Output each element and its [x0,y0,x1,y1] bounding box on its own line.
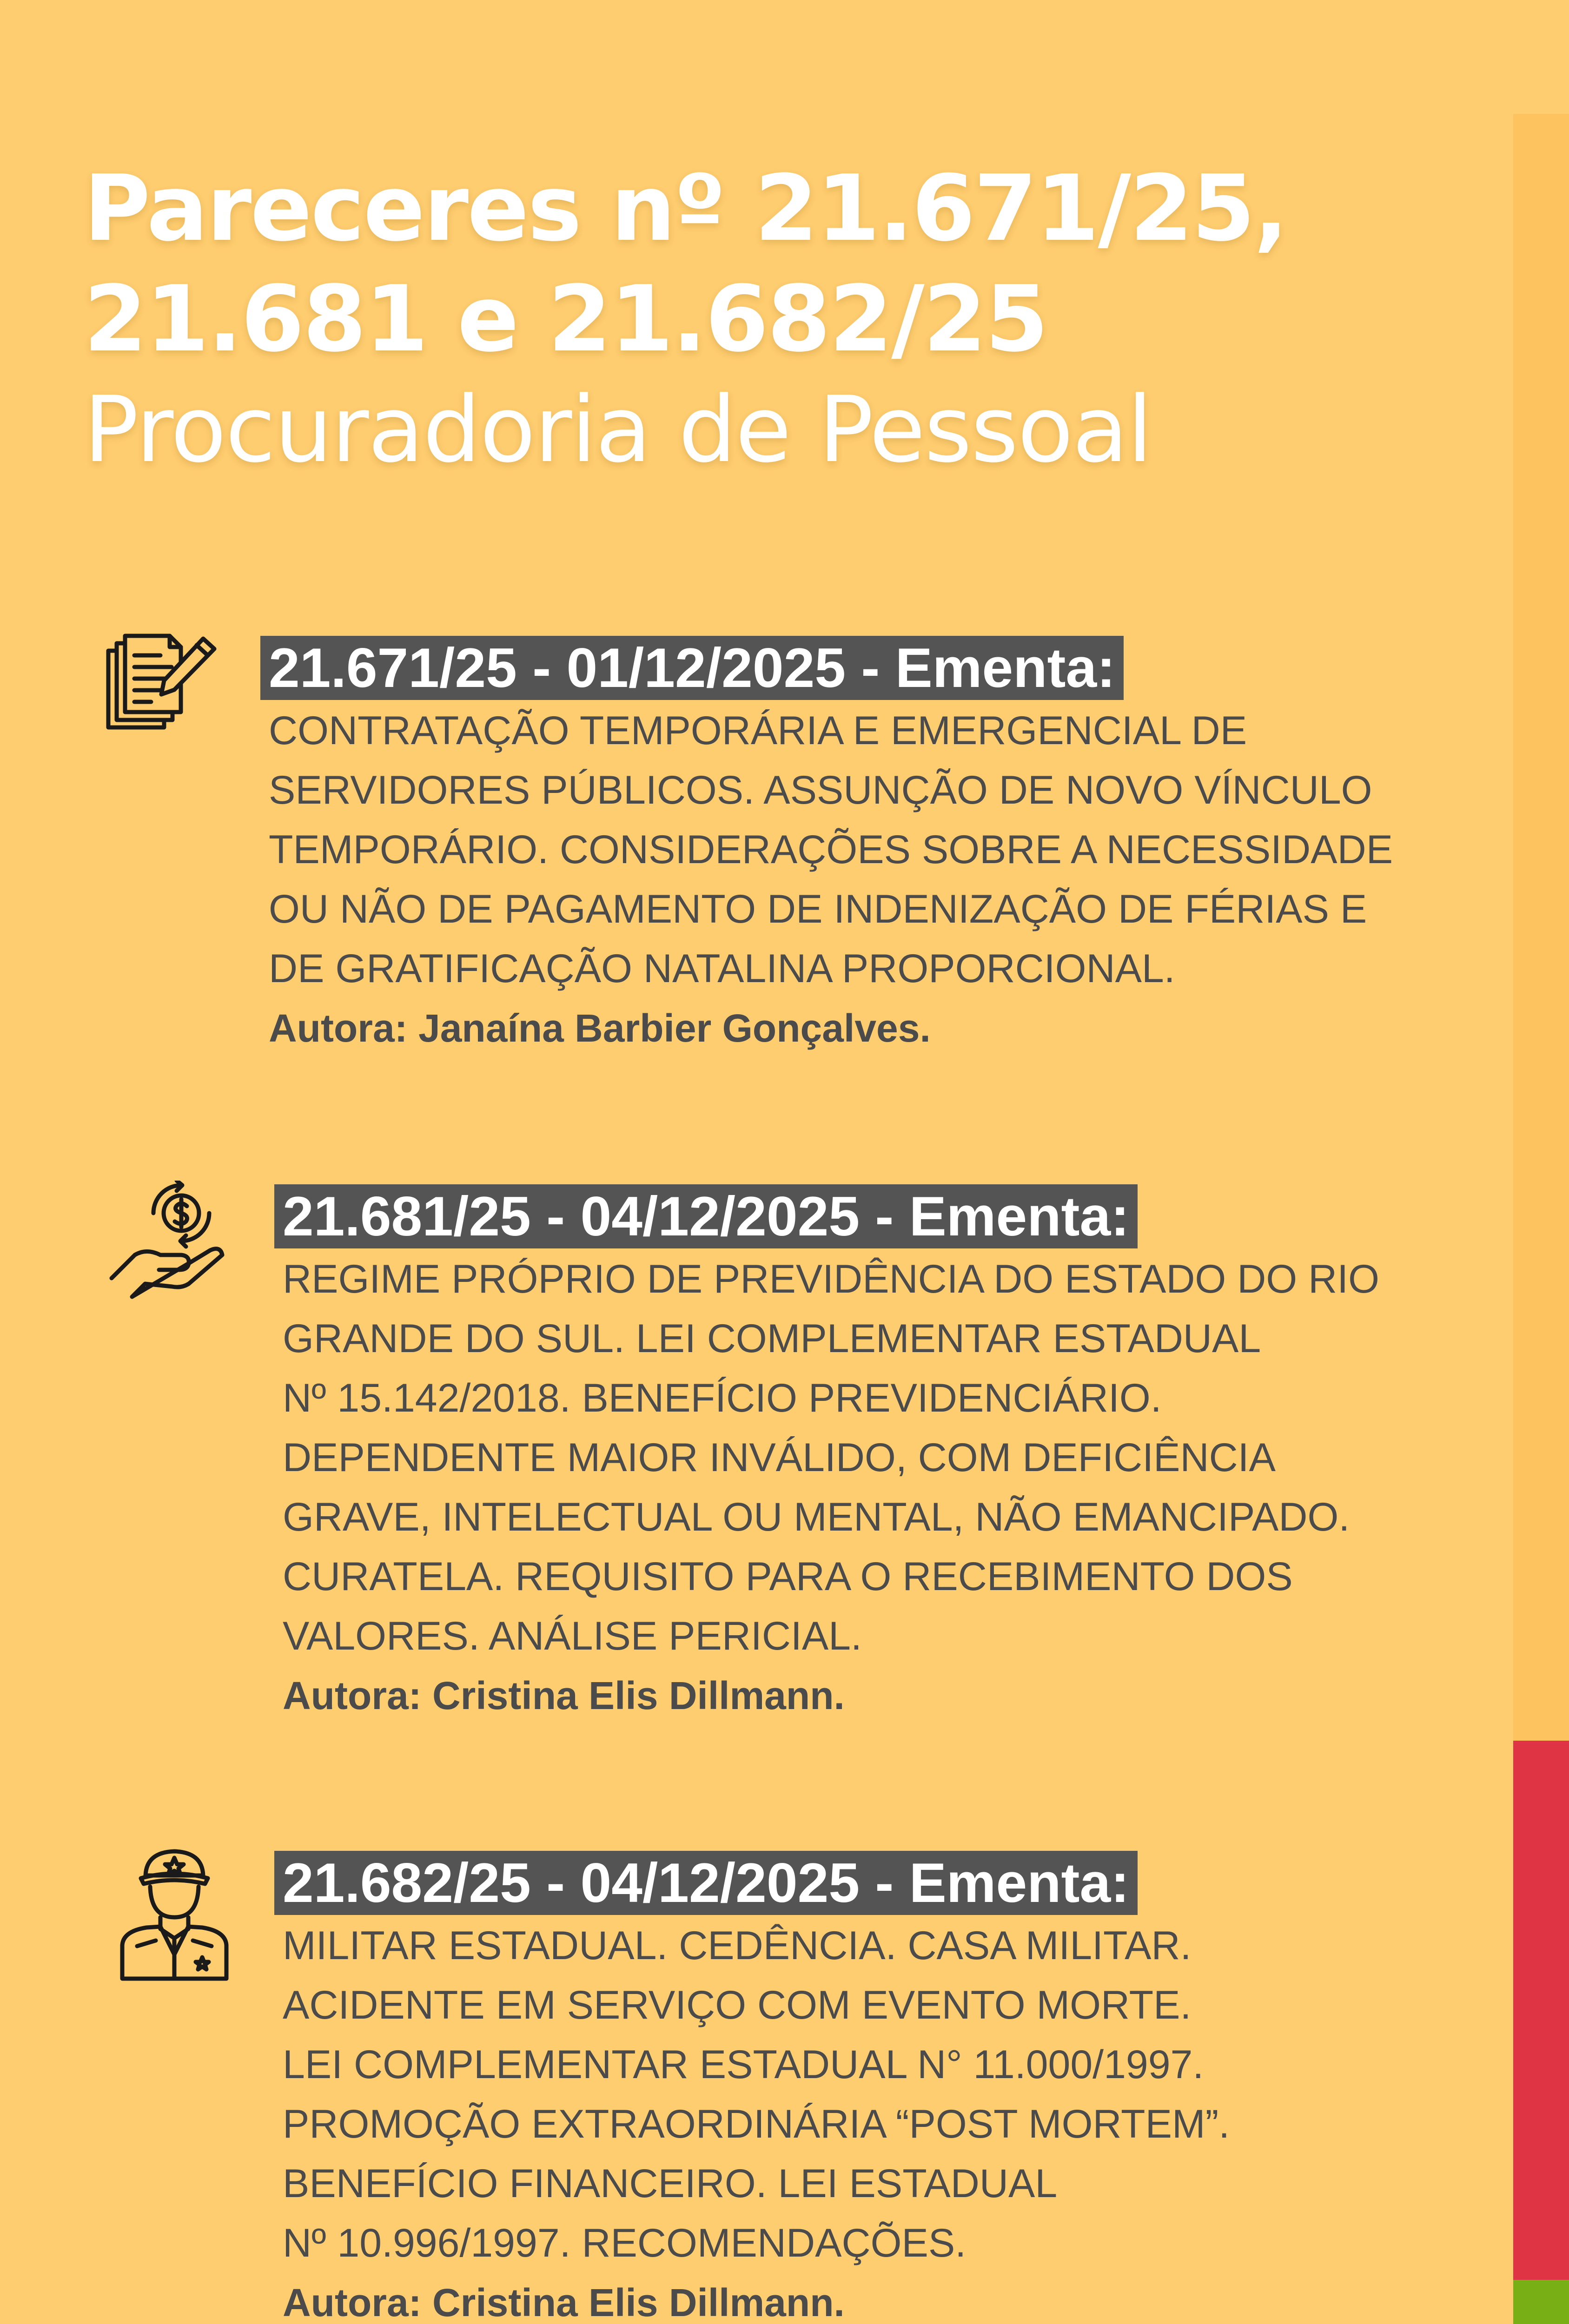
entry-summary-line: CONTRATAÇÃO TEMPORÁRIA E EMERGENCIAL DE [269,708,1247,753]
entry-summary-line: Nº 10.996/1997. RECOMENDAÇÕES. [283,2221,967,2265]
entry-heading: 21.681/25 - 04/12/2025 - Ementa: [274,1184,1138,1248]
entry-summary [274,1916,1230,2273]
entry-summary-line: LEI COMPLEMENTAR ESTADUAL N° 11.000/1997. [283,2042,1204,2087]
side-strip-yellow [1513,114,1569,1741]
page-title [84,153,1432,485]
entry-summary [260,701,1393,998]
hand-money-icon [107,1181,225,1301]
entry-summary-line: GRANDE DO SUL. LEI COMPLEMENTAR ESTADUAL [283,1316,1261,1361]
title-line-1: Pareceres nº 21.671/25, [84,156,1287,262]
entry-summary-line: DEPENDENTE MAIOR INVÁLIDO, COM DEFICIÊNCIA [283,1435,1276,1480]
title-line-2: 21.681 e 21.682/25 [84,266,1047,372]
entry-summary-line: REGIME PRÓPRIO DE PREVIDÊNCIA DO ESTADO DO RIO [283,1257,1379,1301]
entry-21681 [274,1184,1379,1725]
side-strip-red [1513,1741,1569,2280]
entry-summary-line: CURATELA. REQUISITO PARA O RECEBIMENTO DOS [283,1554,1293,1599]
entry-summary-line: PROMOÇÃO EXTRAORDINÁRIA “POST MORTEM”. [283,2102,1230,2146]
entry-summary-line: GRAVE, INTELECTUAL OU MENTAL, NÃO EMANCIPADO. [283,1495,1350,1539]
entry-author: Autora: Cristina Elis Dillmann. [283,1674,845,1717]
entry-summary-line: BENEFÍCIO FINANCEIRO. LEI ESTADUAL [283,2161,1058,2206]
entry-summary-line: SERVIDORES PÚBLICOS. ASSUNÇÃO DE NOVO VÍNCULO [269,768,1372,812]
entry-summary [274,1249,1379,1666]
entry-summary-line: DE GRATIFICAÇÃO NATALINA PROPORCIONAL. [269,946,1175,991]
entry-21671 [260,636,1393,1058]
entry-author: Autora: Cristina Elis Dillmann. [283,2281,845,2324]
entry-summary-line: TEMPORÁRIO. CONSIDERAÇÕES SOBRE A NECESSIDADE [269,827,1393,872]
entry-21682 [274,1851,1230,2324]
entry-summary-line: ACIDENTE EM SERVIÇO COM EVENTO MORTE. [283,1983,1192,2027]
entry-author: Autora: Janaína Barbier Gonçalves. [269,1006,931,1050]
entry-heading: 21.682/25 - 04/12/2025 - Ementa: [274,1851,1138,1915]
entry-summary-line: OU NÃO DE PAGAMENTO DE INDENIZAÇÃO DE FÉRIAS E [269,887,1367,931]
entry-summary-line: Nº 15.142/2018. BENEFÍCIO PREVIDENCIÁRIO. [283,1376,1162,1420]
title-line-3: Procuradoria de Pessoal [84,377,1152,483]
entry-summary-line: MILITAR ESTADUAL. CEDÊNCIA. CASA MILITAR. [283,1923,1192,1968]
document-pen-icon [105,632,218,732]
entry-summary-line: VALORES. ANÁLISE PERICIAL. [283,1614,862,1658]
entry-heading: 21.671/25 - 01/12/2025 - Ementa: [260,636,1124,700]
military-officer-icon [119,1848,230,1982]
side-strip-green [1513,2280,1569,2324]
